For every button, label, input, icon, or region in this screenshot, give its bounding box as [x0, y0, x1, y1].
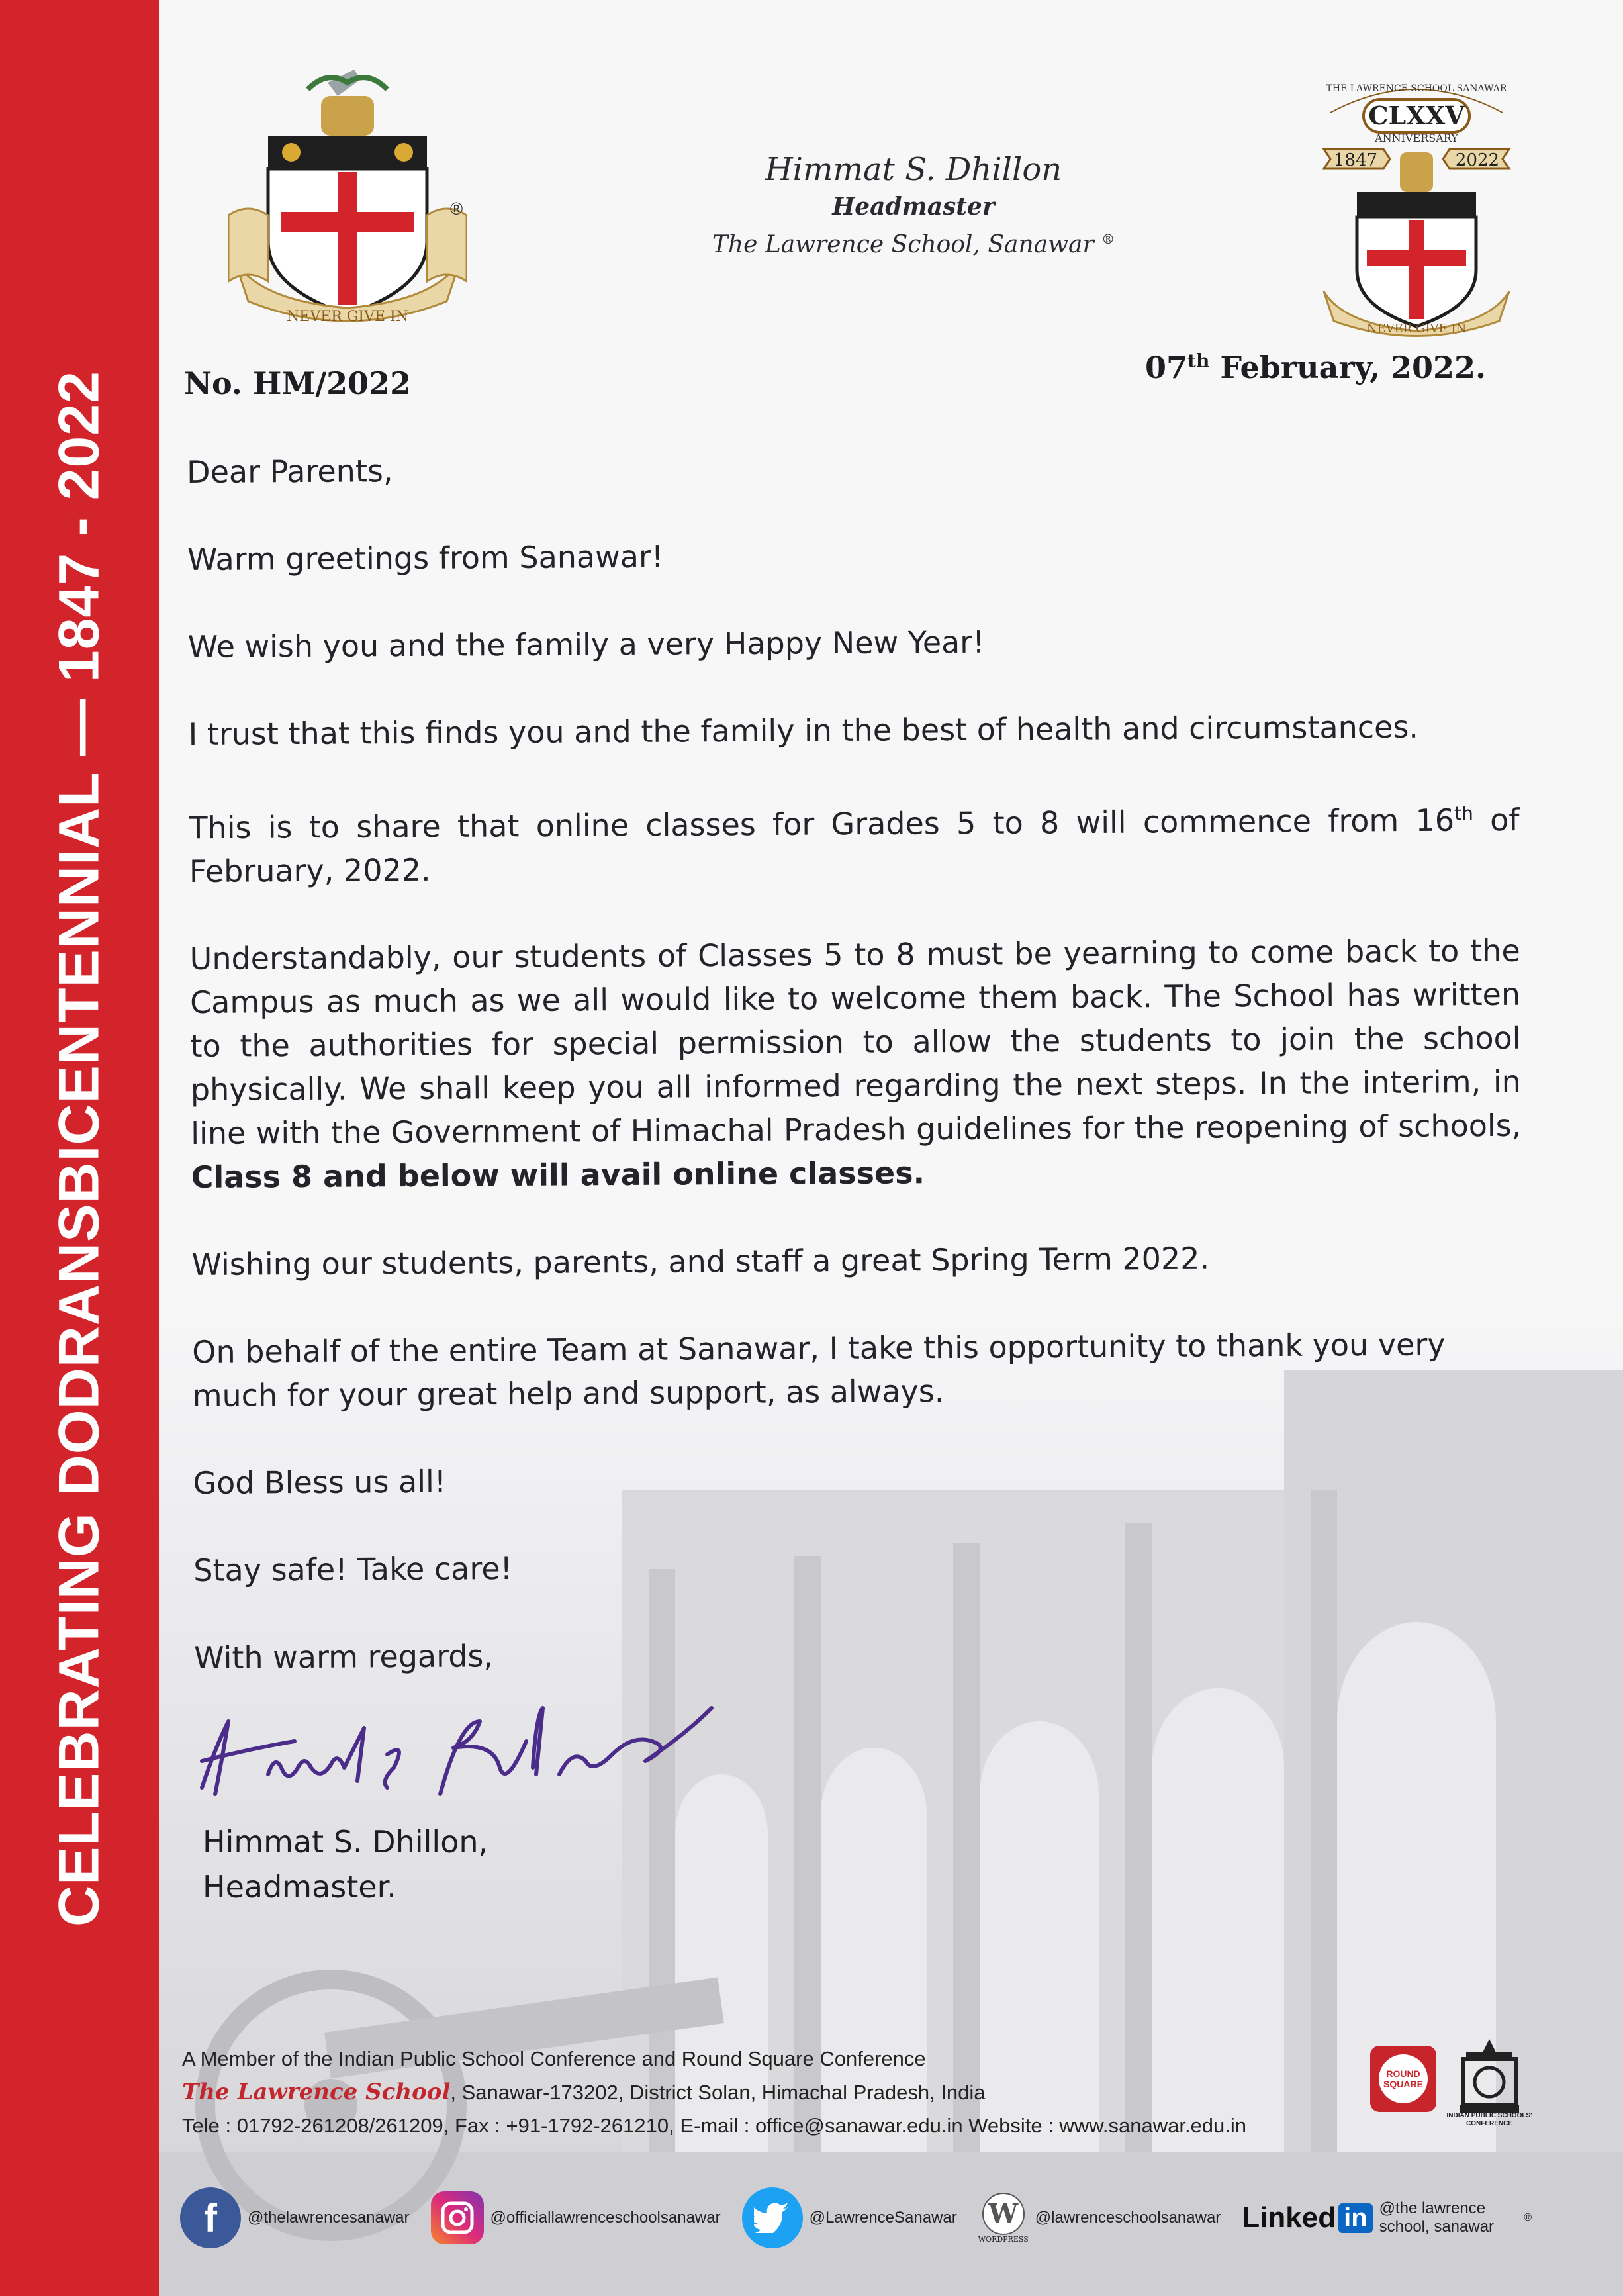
paragraph-thanks: On behalf of the entire Team at Sanawar, I take this opportunity to thank you very much for your great help and support, as always.	[192, 1326, 1446, 1414]
wordpress-icon: W	[982, 2193, 1025, 2235]
headmaster-name: Himmat S. Dhillon	[765, 151, 1062, 188]
anniversary-banner	[0, 0, 159, 2296]
contact-line: Tele : 01792-261208/261209, Fax : +91-1792-261210, E-mail : office@sanawar.edu.in Website : www.sanawar.edu.in	[182, 2114, 1247, 2137]
headmaster-title: Headmaster	[832, 193, 995, 220]
paragraph-online-classes: This is to share that online classes for Grades 5 to 8 will commence from 16th of February, 2022.	[189, 802, 1520, 890]
paragraph-health: I trust that this finds you and the family in the best of health and circumstances.	[188, 708, 1419, 752]
instagram-icon	[431, 2191, 484, 2244]
twitter-link[interactable]: @LawrenceSanawar	[742, 2187, 957, 2248]
svg-text:NEVER GIVE IN: NEVER GIVE IN	[287, 309, 408, 325]
salutation: Dear Parents,	[187, 453, 393, 490]
svg-text:CLXXV: CLXXV	[1368, 101, 1465, 130]
registered-mark: ®	[450, 199, 463, 218]
twitter-icon	[742, 2187, 803, 2248]
wordpress-icon-wrap: W WORDPRESS	[978, 2193, 1029, 2244]
paragraph-greeting: Warm greetings from Sanawar!	[187, 538, 664, 577]
school-script-name: The Lawrence School	[182, 2079, 451, 2105]
paragraph-blessing: God Bless us all!	[193, 1463, 447, 1502]
footer	[182, 2042, 1407, 2142]
letter-date: 07th February, 2022.	[1145, 350, 1487, 385]
school-crest-logo	[228, 63, 467, 328]
svg-text:THE LAWRENCE SCHOOL SANAWAR: THE LAWRENCE SCHOOL SANAWAR	[1326, 83, 1507, 94]
letter-body	[187, 442, 1524, 1680]
ipsc-caption: INDIAN PUBLIC SCHOOLS' CONFERENCE	[1446, 2112, 1532, 2127]
svg-text:1847: 1847	[1333, 150, 1378, 170]
closing: With warm regards,	[193, 1638, 494, 1676]
facebook-icon: f	[180, 2187, 241, 2248]
signer-title: Headmaster.	[203, 1869, 396, 1905]
handwritten-signature	[189, 1695, 718, 1814]
address-line: The Lawrence School, Sanawar-173202, District Solan, Himachal Pradesh, India	[182, 2079, 986, 2105]
paragraph-campus-return: Understandably, our students of Classes 5 to 8 must be yearning to come back to the Campus as much as we all would like to welcome them back. The School has written to the authorities for special permission to allow the students to join the school physically. We shall keep you all informed regarding the next steps. In the interim, in line with the Government of Himachal Pradesh guidelines for the reopening of schools, Class 8 and below will avail online classes.	[189, 933, 1522, 1196]
paragraph-spring-term: Wishing our students, parents, and staff a great Spring Term 2022.	[191, 1240, 1210, 1283]
facebook-link[interactable]: f @thelawrencesanawar	[180, 2187, 410, 2248]
anniversary-crest-logo	[1317, 73, 1516, 338]
round-square-logo: ROUND SQUARE	[1370, 2046, 1436, 2112]
social-links	[180, 2185, 1544, 2251]
letterhead	[662, 149, 1165, 261]
linkedin-icon: Linked in	[1242, 2201, 1372, 2234]
linkedin-link[interactable]: Linked in @the lawrence school, sanawar ®	[1242, 2199, 1532, 2236]
svg-text:NEVER GIVE IN: NEVER GIVE IN	[1366, 322, 1467, 336]
banner-text: CELEBRATING DODRANSBICENTENNIAL — 1847 - 2022	[47, 371, 111, 1927]
membership-line: A Member of the Indian Public School Conference and Round Square Conference	[182, 2047, 926, 2070]
signer-name: Himmat S. Dhillon,	[203, 1824, 488, 1860]
wordpress-link[interactable]: W WORDPRESS @lawrenceschoolsanawar	[978, 2193, 1221, 2244]
reference-number: No. HM/2022	[184, 365, 412, 401]
svg-text:ANNIVERSARY: ANNIVERSARY	[1375, 132, 1458, 144]
svg-text:2022: 2022	[1455, 150, 1500, 170]
signer-block	[203, 1819, 488, 1909]
paragraph-stay-safe: Stay safe! Take care!	[193, 1551, 513, 1589]
paragraph-new-year: We wish you and the family a very Happy New Year!	[187, 624, 985, 665]
school-name: The Lawrence School, Sanawar ®	[712, 231, 1115, 258]
instagram-link[interactable]: @officiallawrenceschoolsanawar	[431, 2191, 721, 2244]
